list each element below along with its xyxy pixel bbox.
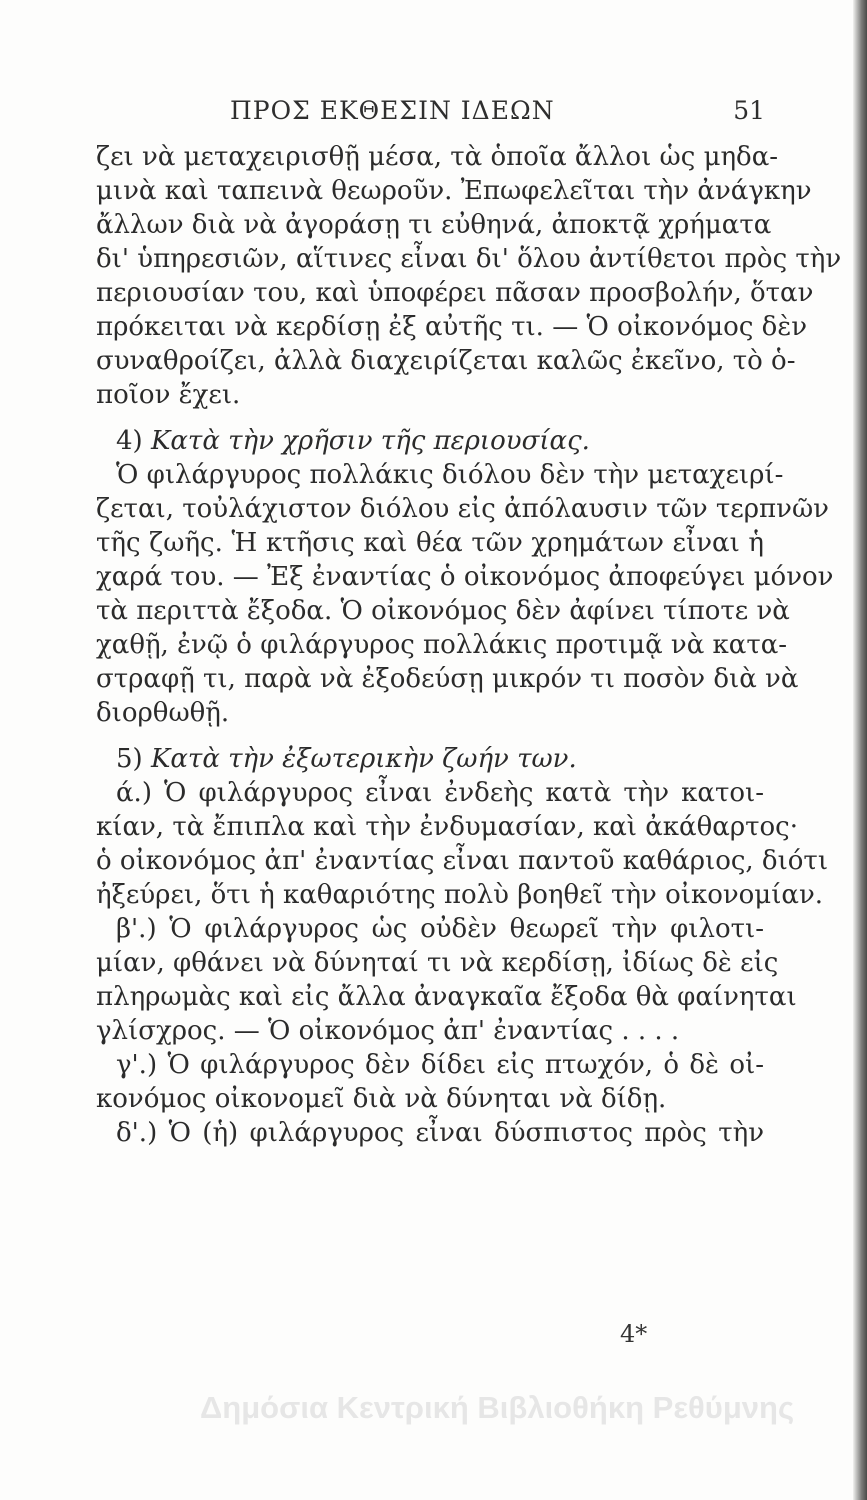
signature-mark: 4* [620,1320,648,1348]
text-line: τὰ περιττὰ ἔξοδα. Ὁ οἰκονόμος δὲν ἀφίνει τίποτε νὰ [96,596,790,626]
text-line: διορθωθῇ. [96,698,230,728]
text-line: γ'.) Ὁ φιλάργυρος δὲν δίδει εἰς πτωχόν, ὁ δὲ οἰ- [116,1050,764,1080]
text-line: δ'.) Ὁ (ἡ) φιλάργυρος εἶναι δύσπιστος πρὸς τὴν [116,1118,764,1148]
text-line: ά.) Ὁ φιλάργυρος εἶναι ἐνδεὴς κατὰ τὴν κατοι- [116,778,764,808]
text-line: στραφῇ τι, παρὰ νὰ ἐξοδεύσῃ μικρόν τι ποσὸν διὰ νὰ [96,664,799,694]
text-line: γλίσχρος. — Ὁ οἰκονόμος ἀπ' ἐναντίας . . . . [96,1016,680,1046]
text-line: κονόμος οἰκονομεῖ διὰ νὰ δύνηται νὰ δίδῃ. [96,1084,667,1114]
section-number: 4) [116,426,143,456]
text-line: μίαν, φθάνει νὰ δύνηταί τι νὰ κερδίσῃ, ἰδίως δὲ εἰς [96,948,779,978]
running-head: ΠΡΟΣ ΕΚΘΕΣΙΝ ΙΔΕΩΝ [230,96,555,125]
text-line: τῆς ζωῆς. Ἡ κτῆσις καὶ θέα τῶν χρημάτων εἶναι ἡ [96,528,764,558]
text-line: β'.) Ὁ φιλάργυρος ὡς οὐδὲν θεωρεῖ τὴν φιλοτι- [116,914,764,944]
section-number: 5) [116,744,143,774]
text-line: ἠξεύρει, ὅτι ἡ καθαριότης πολὺ βοηθεῖ τὴν οἰκονομίαν. [96,880,824,910]
library-watermark: Δημόσια Κεντρική Βιβλιοθήκη Ρεθύμνης [200,1390,795,1425]
page-edge-shadow [853,0,867,1500]
text-line: περιουσίαν του, καὶ ὑποφέρει πᾶσαν προσβολήν, ὅταν [96,278,814,308]
text-line: ζει νὰ μεταχειρισθῇ μέσα, τὰ ὁποῖα ἄλλοι ὡς μηδα- [96,142,779,172]
page-header [100,96,765,132]
text-line: ὁ οἰκονόμος ἀπ' ἐναντίας εἶναι παντοῦ καθάριος, διότι [96,846,829,876]
page-number: 51 [733,96,765,125]
body-text [96,140,842,1150]
text-line: συναθροίζει, ἀλλὰ διαχειρίζεται καλῶς ἐκεῖνο, τὸ ὁ- [96,346,796,376]
text-line: Ὁ φιλάργυρος πολλάκις διόλου δὲν τὴν μεταχειρί- [116,460,784,490]
text-line: πρόκειται νὰ κερδίσῃ ἐξ αὐτῆς τι. — Ὁ οἰκονόμος δὲν [96,312,808,342]
text-line: μινὰ καὶ ταπεινὰ θεωροῦν. Ἐπωφελεῖται τὴν ἀνάγκην [96,176,812,206]
text-line: χαθῇ, ἐνῷ ὁ φιλάργυρος πολλάκις προτιμᾷ νὰ κατα- [96,630,788,660]
text-line: κίαν, τὰ ἔπιπλα καὶ τὴν ἐνδυμασίαν, καὶ ἀκάθαρτος· [96,812,798,842]
text-line: πληρωμὰς καὶ εἰς ἄλλα ἀναγκαῖα ἔξοδα θὰ φαίνηται [96,982,797,1012]
text-line: ἄλλων διὰ νὰ ἀγοράσῃ τι εὐθηνά, ἀποκτᾷ χρήματα [96,210,772,240]
text-line: ποῖον ἔχει. [96,380,241,410]
text-line: δι' ὑπηρεσιῶν, αἵτινες εἶναι δι' ὅλου ἀντίθετοι πρὸς τὴν [96,244,842,274]
section-heading-5 [96,742,764,776]
text-line: χαρά του. — Ἐξ ἐναντίας ὁ οἰκονόμος ἀποφεύγει μόνον [96,562,834,592]
section-heading-4 [96,424,764,458]
section-title: Κατὰ τὴν ἐξωτερικὴν ζωήν των. [150,744,577,774]
text-line: ζεται, τοὐλάχιστον διόλου εἰς ἀπόλαυσιν τῶν τερπνῶν [96,494,829,524]
section-title: Κατὰ τὴν χρῆσιν τῆς περιουσίας. [150,426,590,456]
